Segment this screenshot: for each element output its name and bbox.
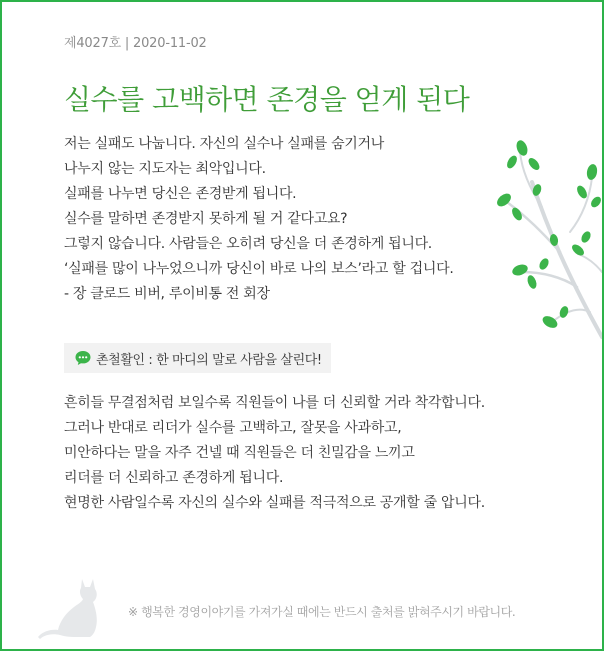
tree-branch-illustration (482, 122, 602, 342)
quote-line: 실수를 말하면 존경받지 못하게 될 거 같다고요? (64, 211, 348, 227)
commentary-block (64, 391, 514, 516)
cat-silhouette-icon (38, 577, 110, 641)
quote-line: ‘실패를 많이 나누었으니까 당신이 바로 나의 보스’라고 할 겁니다. (64, 261, 454, 277)
quote-line: 나누지 않는 지도자는 최악입니다. (64, 161, 266, 177)
quote-attribution: - 장 클로드 비버, 루이비통 전 회장 (64, 286, 270, 302)
issue-info: 제4027호 | 2020-11-02 (64, 36, 207, 51)
commentary-line: 흔히들 무결점처럼 보일수록 직원들이 나를 더 신뢰할 거라 착각합니다. (64, 395, 485, 411)
copyright-notice: ※ 행복한 경영이야기를 가져가실 때에는 반드시 출처를 밝혀주시기 바랍니다. (128, 605, 516, 619)
commentary-line: 미안하다는 말을 자주 건넬 때 직원들은 더 친밀감을 느끼고 (64, 445, 415, 461)
speech-bubble-icon (74, 349, 92, 367)
tagline-badge (64, 343, 331, 373)
quote-block (64, 132, 453, 307)
tagline-text: 촌철활인 : 한 마디의 말로 사람을 살린다! (96, 352, 322, 368)
commentary-line: 현명한 사람일수록 자신의 실수와 실패를 적극적으로 공개할 줄 압니다. (64, 495, 485, 511)
commentary-line: 그러나 반대로 리더가 실수를 고백하고, 잘못을 사과하고, (64, 420, 402, 436)
article-title: 실수를 고백하면 존경을 얻게 된다 (64, 83, 470, 116)
quote-line: 저는 실패도 나눕니다. 자신의 실수나 실패를 숨기거나 (64, 136, 384, 152)
quote-line: 그렇지 않습니다. 사람들은 오히려 당신을 더 존경하게 됩니다. (64, 236, 432, 252)
commentary-line: 리더를 더 신뢰하고 존경하게 됩니다. (64, 470, 284, 486)
quote-line: 실패를 나누면 당신은 존경받게 됩니다. (64, 186, 297, 202)
